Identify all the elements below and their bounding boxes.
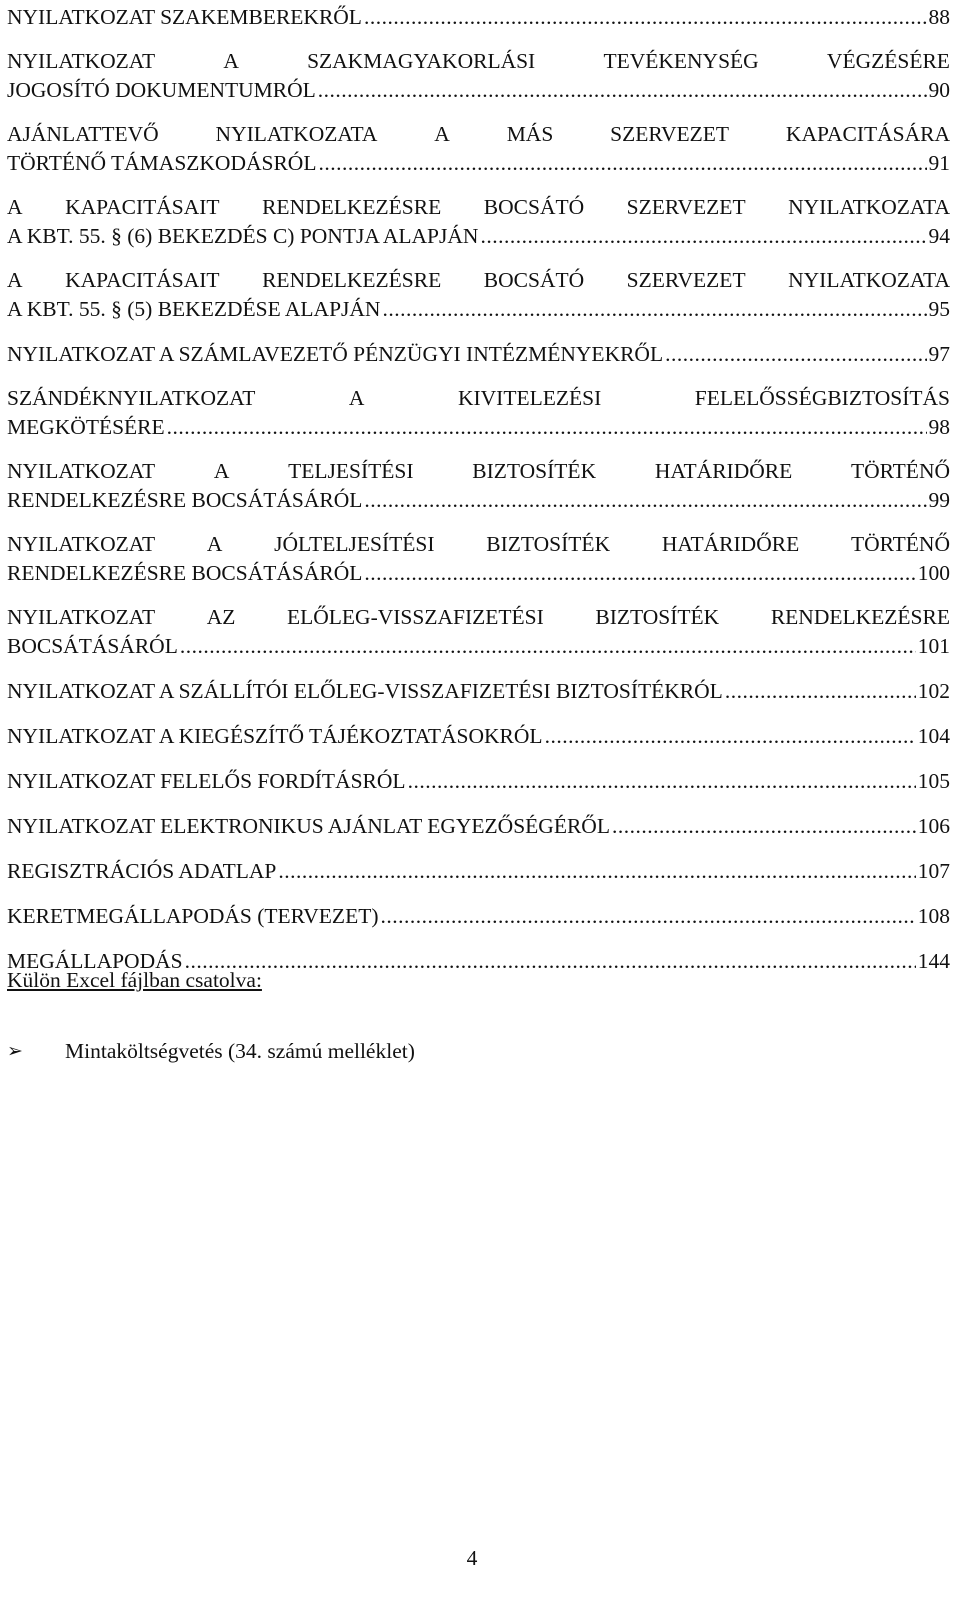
toc-entry-word: A <box>7 195 23 219</box>
toc-entry[interactable] <box>7 384 950 455</box>
toc-entry-last-line <box>7 902 950 931</box>
toc-page-number: 97 <box>928 342 950 366</box>
table-of-contents <box>7 0 950 989</box>
toc-entry-title: NYILATKOZAT A SZÁLLÍTÓI ELŐLEG-VISSZAFIZETÉSI BIZTOSÍTÉKRÓL <box>7 679 723 703</box>
toc-entry[interactable] <box>7 3 950 45</box>
toc-entry-title: MEGÁLLAPODÁS <box>7 949 183 973</box>
toc-entry-word: A <box>223 49 239 73</box>
toc-entry-last-line <box>7 3 950 32</box>
toc-entry[interactable] <box>7 857 950 899</box>
toc-entry-word: VÉGZÉSÉRE <box>826 49 950 73</box>
toc-page-number: 105 <box>917 769 950 793</box>
dot-leader <box>545 722 916 751</box>
toc-entry-last-line <box>7 486 950 515</box>
toc-entry-last-line <box>7 340 950 369</box>
attachments-title: Külön Excel fájlban csatolva: <box>7 968 262 992</box>
toc-entry[interactable] <box>7 722 950 764</box>
toc-entry-last-line <box>7 632 950 661</box>
dot-leader <box>725 677 916 706</box>
toc-entry-title: NYILATKOZAT FELELŐS FORDÍTÁSRÓL <box>7 769 406 793</box>
toc-entry-last-line <box>7 722 950 751</box>
toc-entry-last-line <box>7 413 950 442</box>
dot-leader <box>480 222 926 251</box>
toc-entry-title: RENDELKEZÉSRE BOCSÁTÁSÁRÓL <box>7 488 363 512</box>
dot-leader <box>665 340 926 369</box>
toc-entry-last-line <box>7 76 950 105</box>
toc-entry-line <box>7 603 950 632</box>
toc-entry[interactable] <box>7 677 950 719</box>
toc-entry[interactable] <box>7 767 950 809</box>
toc-entry-title: RENDELKEZÉSRE BOCSÁTÁSÁRÓL <box>7 561 363 585</box>
toc-entry-word: ELŐLEG-VISSZAFIZETÉSI <box>286 605 544 629</box>
toc-page-number: 144 <box>917 949 950 973</box>
dot-leader <box>318 76 927 105</box>
dot-leader <box>364 3 927 32</box>
toc-entry-word: A <box>348 386 365 410</box>
toc-page-number: 90 <box>928 78 950 102</box>
toc-entry-title: A KBT. 55. § (5) BEKEZDÉSE ALAPJÁN <box>7 297 381 321</box>
dot-leader <box>364 486 926 515</box>
toc-entry-word: SZÁNDÉKNYILATKOZAT <box>7 386 256 410</box>
toc-entry-line <box>7 457 950 486</box>
toc-entry-word: TÖRTÉNŐ <box>850 532 950 556</box>
toc-entry-title: TÖRTÉNŐ TÁMASZKODÁSRÓL <box>7 151 317 175</box>
toc-entry-word: BIZTOSÍTÉK <box>486 532 611 556</box>
toc-entry-word: BIZTOSÍTÉK <box>472 459 597 483</box>
toc-entry-word: BIZTOSÍTÉK <box>595 605 720 629</box>
toc-entry-word: FELELŐSSÉGBIZTOSÍTÁS <box>694 386 950 410</box>
toc-entry[interactable] <box>7 603 950 674</box>
toc-entry-word: NYILATKOZAT <box>7 459 156 483</box>
toc-entry-last-line <box>7 295 950 324</box>
toc-entry-last-line <box>7 559 950 588</box>
toc-entry-word: TEVÉKENYSÉG <box>603 49 759 73</box>
toc-entry-title: NYILATKOZAT SZAKEMBEREKRŐL <box>7 5 362 29</box>
toc-entry-word: SZAKMAGYAKORLÁSI <box>307 49 536 73</box>
dot-leader <box>167 413 927 442</box>
toc-page-number: 94 <box>928 224 950 248</box>
toc-entry-last-line <box>7 149 950 178</box>
page-number: 4 <box>466 1546 478 1570</box>
toc-page-number: 108 <box>917 904 950 928</box>
dot-leader <box>364 559 915 588</box>
toc-page-number: 88 <box>928 5 950 29</box>
toc-entry-title: NYILATKOZAT A KIEGÉSZÍTŐ TÁJÉKOZTATÁSOKRÓL <box>7 724 543 748</box>
toc-page-number: 102 <box>917 679 950 703</box>
toc-entry-word: HATÁRIDŐRE <box>654 459 793 483</box>
toc-entry-word: MÁS <box>506 122 554 146</box>
toc-entry[interactable] <box>7 47 950 118</box>
toc-entry-word: A <box>206 532 223 556</box>
dot-leader <box>381 902 916 931</box>
toc-entry[interactable] <box>7 193 950 264</box>
toc-entry[interactable] <box>7 120 950 191</box>
arrow-bullet-icon: ➢ <box>7 1041 23 1062</box>
dot-leader <box>180 632 916 661</box>
toc-entry[interactable] <box>7 340 950 382</box>
toc-page-number: 100 <box>917 561 950 585</box>
toc-entry-title: MEGKÖTÉSÉRE <box>7 415 165 439</box>
toc-entry-word: KAPACITÁSÁRA <box>785 122 950 146</box>
toc-entry-line <box>7 47 950 76</box>
toc-entry-word: TELJESÍTÉSI <box>288 459 414 483</box>
toc-entry-title: JOGOSÍTÓ DOKUMENTUMRÓL <box>7 78 316 102</box>
toc-entry-last-line <box>7 812 950 841</box>
dot-leader <box>382 295 926 324</box>
toc-page-number: 91 <box>928 151 950 175</box>
toc-page-number: 106 <box>917 814 950 838</box>
toc-entry-title: NYILATKOZAT ELEKTRONIKUS AJÁNLAT EGYEZŐSÉGÉRŐL <box>7 814 610 838</box>
toc-entry-word: BOCSÁTÓ <box>483 268 585 292</box>
toc-entry-last-line <box>7 767 950 796</box>
toc-entry-word: KAPACITÁSAIT <box>65 195 220 219</box>
toc-page-number: 95 <box>928 297 950 321</box>
toc-entry-word: AZ <box>206 605 236 629</box>
toc-entry-word: TÖRTÉNŐ <box>850 459 950 483</box>
toc-entry-title: REGISZTRÁCIÓS ADATLAP <box>7 859 277 883</box>
dot-leader <box>612 812 916 841</box>
toc-entry-word: KAPACITÁSAIT <box>65 268 220 292</box>
toc-page-number: 107 <box>917 859 950 883</box>
toc-entry-last-line <box>7 857 950 886</box>
toc-entry-line <box>7 266 950 295</box>
toc-page-number: 99 <box>928 488 950 512</box>
toc-entry-line <box>7 530 950 559</box>
dot-leader <box>408 767 916 796</box>
toc-entry-word: BOCSÁTÓ <box>483 195 585 219</box>
toc-entry-word: A <box>213 459 230 483</box>
toc-entry-word: NYILATKOZAT <box>7 49 156 73</box>
dot-leader <box>278 857 915 886</box>
attachment-item-label: Mintaköltségvetés (34. számú melléklet) <box>65 1039 415 1063</box>
toc-entry[interactable] <box>7 812 950 854</box>
toc-entry-title: KERETMEGÁLLAPODÁS (TERVEZET) <box>7 904 379 928</box>
dot-leader <box>318 149 926 178</box>
toc-entry[interactable] <box>7 457 950 528</box>
toc-entry-word: KIVITELEZÉSI <box>457 386 602 410</box>
toc-entry-word: RENDELKEZÉSRE <box>770 605 950 629</box>
attachment-item <box>7 1037 415 1067</box>
toc-entry-word: JÓLTELJESÍTÉSI <box>274 532 435 556</box>
toc-entry-word: SZERVEZET <box>626 268 746 292</box>
toc-entry-title: NYILATKOZAT A SZÁMLAVEZETŐ PÉNZÜGYI INTÉZMÉNYEKRŐL <box>7 342 664 366</box>
toc-entry-word: NYILATKOZATA <box>788 195 950 219</box>
toc-entry[interactable] <box>7 530 950 601</box>
toc-entry-line <box>7 193 950 222</box>
toc-entry-line <box>7 120 950 149</box>
toc-entry-word: RENDELKEZÉSRE <box>262 195 442 219</box>
toc-entry-word: A <box>434 122 450 146</box>
toc-entry-word: SZERVEZET <box>610 122 730 146</box>
toc-entry[interactable] <box>7 902 950 944</box>
toc-entry-title: BOCSÁTÁSÁRÓL <box>7 634 178 658</box>
toc-page-number: 98 <box>928 415 950 439</box>
toc-entry-word: NYILATKOZAT <box>7 532 156 556</box>
toc-entry-line <box>7 384 950 413</box>
toc-entry-last-line <box>7 677 950 706</box>
toc-entry-word: SZERVEZET <box>626 195 746 219</box>
toc-entry-last-line <box>7 222 950 251</box>
toc-entry-word: NYILATKOZATA <box>788 268 950 292</box>
dot-leader <box>185 947 916 976</box>
toc-entry-word: NYILATKOZATA <box>215 122 378 146</box>
toc-entry-word: RENDELKEZÉSRE <box>262 268 442 292</box>
toc-entry-title: A KBT. 55. § (6) BEKEZDÉS C) PONTJA ALAPJÁN <box>7 224 479 248</box>
toc-entry-word: NYILATKOZAT <box>7 605 156 629</box>
toc-entry[interactable] <box>7 266 950 337</box>
toc-page-number: 104 <box>917 724 950 748</box>
toc-entry-word: A <box>7 268 23 292</box>
toc-page-number: 101 <box>917 634 950 658</box>
toc-entry-word: AJÁNLATTEVŐ <box>7 122 159 146</box>
toc-entry-word: HATÁRIDŐRE <box>661 532 800 556</box>
